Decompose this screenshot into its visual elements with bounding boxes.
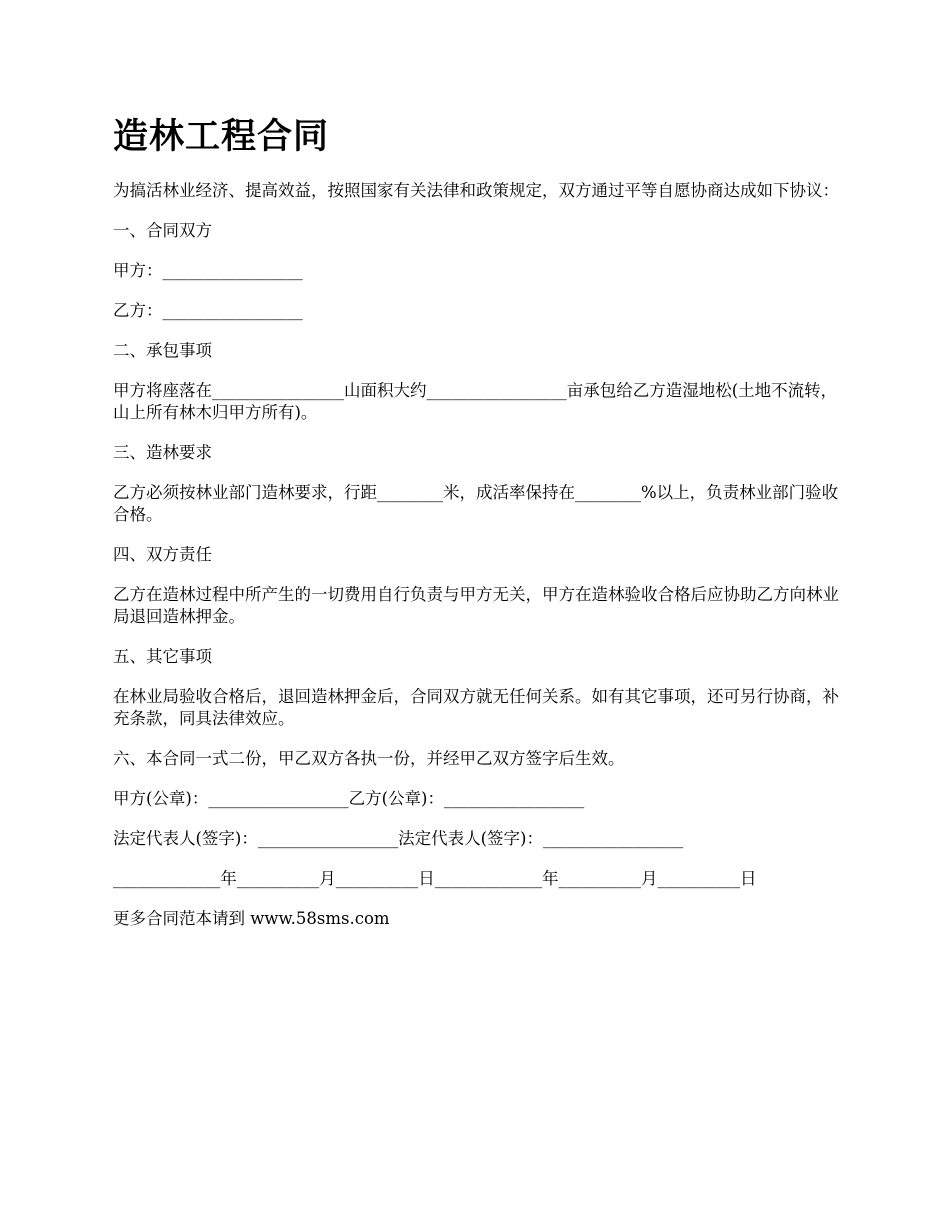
intro-paragraph: 为搞活林业经济、提高效益，按照国家有关法律和政策规定，双方通过平等自愿协商达成如下协议： <box>113 181 839 200</box>
representative-signature-line: 法定代表人(签字)：_________________法定代表人(签字)：_________________ <box>113 829 684 848</box>
section5-heading: 五、其它事项 <box>113 647 212 666</box>
section3-body: 乙方必须按林业部门造林要求，行距________米，成活率保持在________%以上，负责林业部门验收合格。 <box>113 483 839 524</box>
date-line: _____________年__________月__________日_____________年__________月__________日 <box>113 869 757 888</box>
contract-page <box>113 112 841 948</box>
seal-signature-line: 甲方(公章)：_________________乙方(公章)：_________________ <box>113 789 585 808</box>
section4-heading: 四、双方责任 <box>113 545 212 564</box>
section2-body: 甲方将座落在________________山面积大约_________________亩承包给乙方造湿地松(土地不流转，山上所有林木归甲方所有)。 <box>113 381 838 422</box>
party-a-line: 甲方：_________________ <box>113 261 303 280</box>
party-b-line: 乙方：_________________ <box>113 301 303 320</box>
section5-body: 在林业局验收合格后，退回造林押金后，合同双方就无任何关系。如有其它事项，还可另行协商，补充条款，同具法律效应。 <box>113 687 839 728</box>
footer-link-text: 更多合同范本请到 www.58sms.com <box>113 909 390 928</box>
section2-heading: 二、承包事项 <box>113 341 212 360</box>
section1-heading: 一、合同双方 <box>113 221 212 240</box>
document-title: 造林工程合同 <box>113 116 330 157</box>
section4-body: 乙方在造林过程中所产生的一切费用自行负责与甲方无关，甲方在造林验收合格后应协助乙方向林业局退回造林押金。 <box>113 585 839 626</box>
section3-heading: 三、造林要求 <box>113 443 212 462</box>
section6-line: 六、本合同一式二份，甲乙双方各执一份，并经甲乙双方签字后生效。 <box>113 749 625 768</box>
